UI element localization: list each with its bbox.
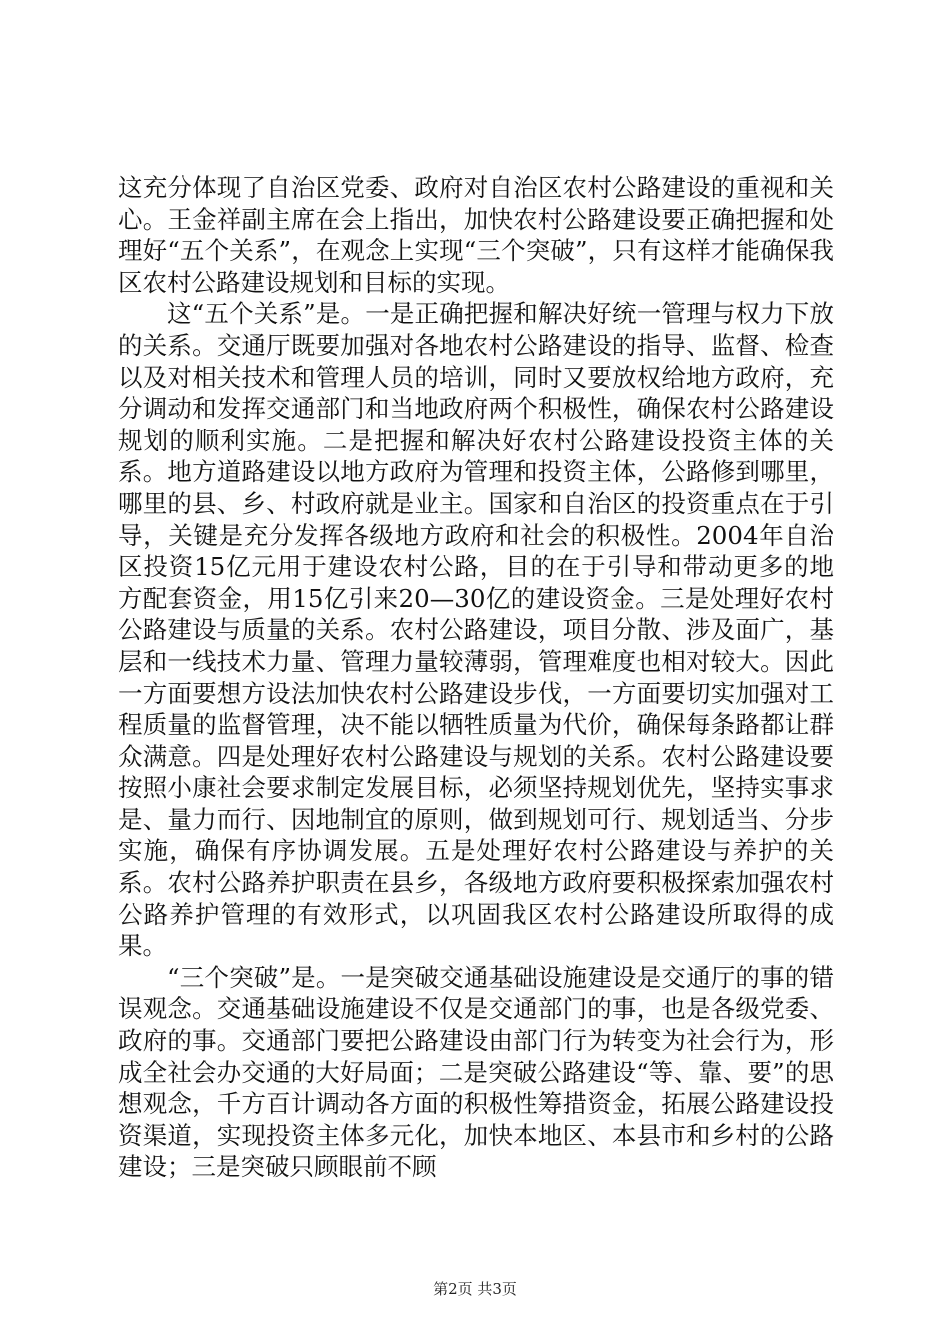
page-number-footer: 第2页 共3页 xyxy=(433,1280,517,1298)
document-body xyxy=(118,172,834,1183)
paragraph-five-relations: 这“五个关系”是。一是正确把握和解决好统一管理与权力下放的关系。交通厅既要加强对各地农村公路建设的指导、监督、检查以及对相关技术和管理人员的培训，同时又要放权给地方政府，充分调动和发挥交通部门和当地政府两个积极性，确保农村公路建设规划的顺利实施。二是把握和解决好农村公路建设投资主体的关系。地方道路建设以地方政府为管理和投资主体，公路修到哪里，哪里的县、乡、村政府就是业主。国家和自治区的投资重点在于引导，关键是充分发挥各级地方政府和社会的积极性。2004年自治区投资15亿元用于建设农村公路，目的在于引导和带动更多的地方配套资金，用15亿引来20—30亿的建设资金。三是处理好农村公路建设与质量的关系。农村公路建设，项目分散、涉及面广，基层和一线技术力量、管理力量较薄弱，管理难度也相对较大。因此一方面要想方设法加快农村公路建设步伐，一方面要切实加强对工程质量的监督管理，决不能以牺牲质量为代价，确保每条路都让群众满意。四是处理好农村公路建设与规划的关系。农村公路建设要按照小康社会要求制定发展目标，必须坚持规划优先，坚持实事求是、量力而行、因地制宜的原则，做到规划可行、规划适当、分步实施，确保有序协调发展。五是处理好农村公路建设与养护的关系。农村公路养护职责在县乡，各级地方政府要积极探索加强农村公路养护管理的有效形式，以巩固我区农村公路建设所取得的成果。 xyxy=(118,299,834,961)
paragraph-three-breakthroughs: “三个突破”是。一是突破交通基础设施建设是交通厅的事的错误观念。交通基础设施建设不仅是交通部门的事，也是各级党委、政府的事。交通部门要把公路建设由部门行为转变为社会行为，形成全社会办交通的大好局面；二是突破公路建设“等、靠、要”的思想观念，千方百计调动各方面的积极性筹措资金，拓展公路建设投资渠道，实现投资主体多元化，加快本地区、本县市和乡村的公路建设；三是突破只顾眼前不顾 xyxy=(118,962,834,1182)
paragraph-intro: 这充分体现了自治区党委、政府对自治区农村公路建设的重视和关心。王金祥副主席在会上指出，加快农村公路建设要正确把握和处理好“五个关系”，在观念上实现“三个突破”，只有这样才能确保我区农村公路建设规划和目标的实现。 xyxy=(118,173,834,297)
